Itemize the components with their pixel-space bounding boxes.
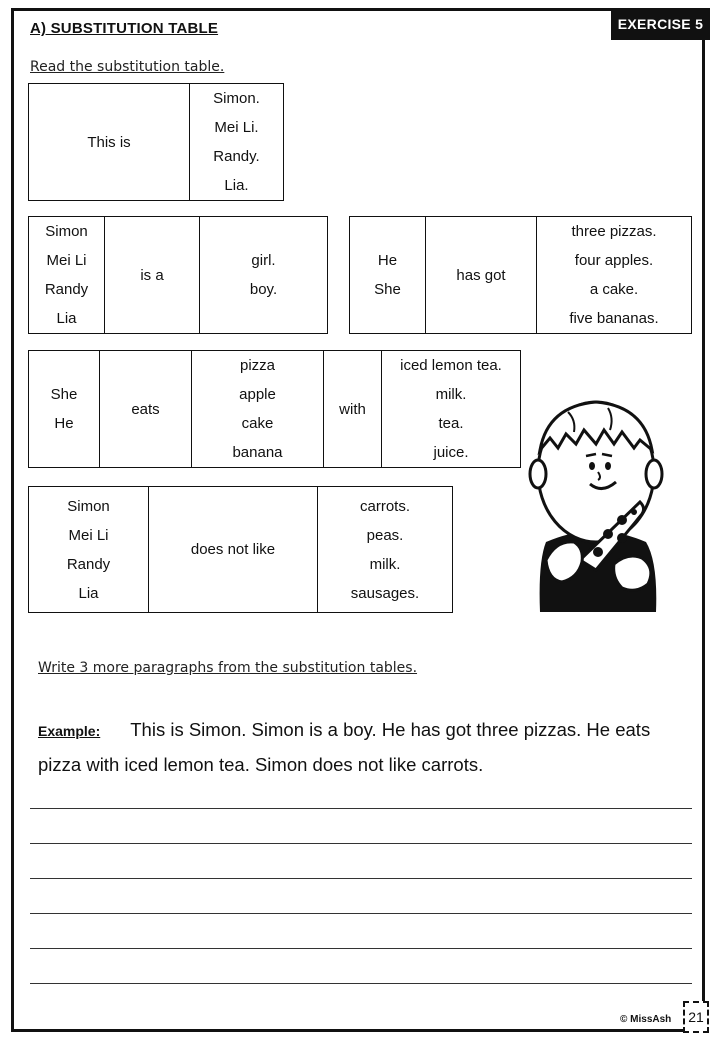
table-cell-text: boy. <box>249 281 278 298</box>
table2-col2 <box>105 217 200 334</box>
substitution-table-5 <box>28 486 453 613</box>
table-cell-text: does not like <box>190 541 276 558</box>
copyright-text: © MissAsh <box>620 1014 672 1025</box>
exercise-badge: EXERCISE 5 <box>611 8 710 40</box>
table2-col1 <box>29 217 105 334</box>
table-cell-text: This is <box>87 133 131 151</box>
table-cell-text: has got <box>456 266 506 284</box>
table-cell-text: Simon <box>45 223 88 240</box>
table-cell-text: Lia <box>56 310 77 327</box>
table3-col2 <box>426 217 537 334</box>
table-cell-text: She <box>374 281 401 298</box>
table-cell-text: apple <box>239 386 276 403</box>
table-cell-text: banana <box>232 444 283 461</box>
write-instruction: Write 3 more paragraphs from the substitution tables. <box>38 660 418 676</box>
page-number: 21 <box>683 1001 709 1033</box>
table4-col2 <box>100 351 192 468</box>
table-cell-text: She <box>50 386 78 403</box>
table-cell-text: milk. <box>369 555 401 573</box>
table-cell-text: tea. <box>438 415 464 432</box>
table-cell-text: Randy <box>66 555 111 573</box>
table-cell-text: Simon. <box>213 90 260 107</box>
table3-col3 <box>537 217 692 334</box>
table4-col1 <box>29 351 100 468</box>
table-cell-text: Randy. <box>213 148 260 165</box>
substitution-table-3 <box>349 216 692 334</box>
table-cell-text: eats <box>131 400 160 418</box>
substitution-table-1 <box>28 83 284 201</box>
example-paragraph <box>38 713 678 782</box>
right-hand <box>614 556 651 590</box>
section-title: A) SUBSTITUTION TABLE <box>30 20 219 37</box>
table-cell-text: sausages. <box>350 584 420 602</box>
table-cell-text: a cake. <box>589 281 639 298</box>
table-cell-text: cake <box>241 415 274 432</box>
table-cell-text: girl. <box>251 252 276 269</box>
table-cell-text: He <box>377 252 398 269</box>
table-cell-text: peas. <box>366 526 404 544</box>
table-cell-text: carrots. <box>359 497 410 515</box>
table4-col5 <box>382 351 521 468</box>
table-cell-text: Mei Li. <box>214 119 259 136</box>
table-cell-text: three pizzas. <box>571 223 657 240</box>
table-cell-text: is a <box>140 266 164 284</box>
table-cell-text: Lia <box>78 584 99 602</box>
table-cell-text: milk. <box>435 386 467 403</box>
table-cell-text: juice. <box>433 444 469 461</box>
writing-line <box>30 983 692 984</box>
table-cell-text: five bananas. <box>569 310 659 327</box>
writing-line <box>30 878 692 879</box>
example-label: Example: <box>38 723 101 739</box>
writing-line <box>30 913 692 914</box>
table5-col2 <box>149 487 318 613</box>
table-cell-text: He <box>54 415 74 432</box>
table-cell-text: Simon <box>67 497 110 515</box>
table5-col3 <box>318 487 453 613</box>
table-cell-text: pizza <box>239 357 276 374</box>
table4-col3 <box>192 351 324 468</box>
table-cell-text: Mei Li <box>46 252 87 269</box>
read-instruction: Read the substitution table. <box>30 59 225 75</box>
hair-shape <box>540 402 652 450</box>
table-cell-text: Lia. <box>224 177 249 194</box>
table1-col1 <box>29 84 190 201</box>
table4-col4 <box>324 351 382 468</box>
table5-col1 <box>29 487 149 613</box>
table3-col1 <box>350 217 426 334</box>
table-cell-text: iced lemon tea. <box>400 357 502 374</box>
table1-col2 <box>190 84 284 201</box>
table-cell-text: Mei Li <box>68 526 109 544</box>
table2-col3 <box>200 217 328 334</box>
substitution-table-4 <box>28 350 521 468</box>
writing-line <box>30 948 692 949</box>
table-cell-text: four apples. <box>574 252 654 269</box>
writing-line <box>30 843 692 844</box>
substitution-table-2 <box>28 216 328 334</box>
example-text: This is Simon. Simon is a boy. He has got three pizzas. He eats pizza with iced lemon tea. Simon does not like carrots. <box>38 719 651 775</box>
writing-line <box>30 808 692 809</box>
table-cell-text: Randy <box>44 281 89 298</box>
boy-eating-pizza-illustration <box>518 392 674 616</box>
table-cell-text: with <box>339 400 366 418</box>
